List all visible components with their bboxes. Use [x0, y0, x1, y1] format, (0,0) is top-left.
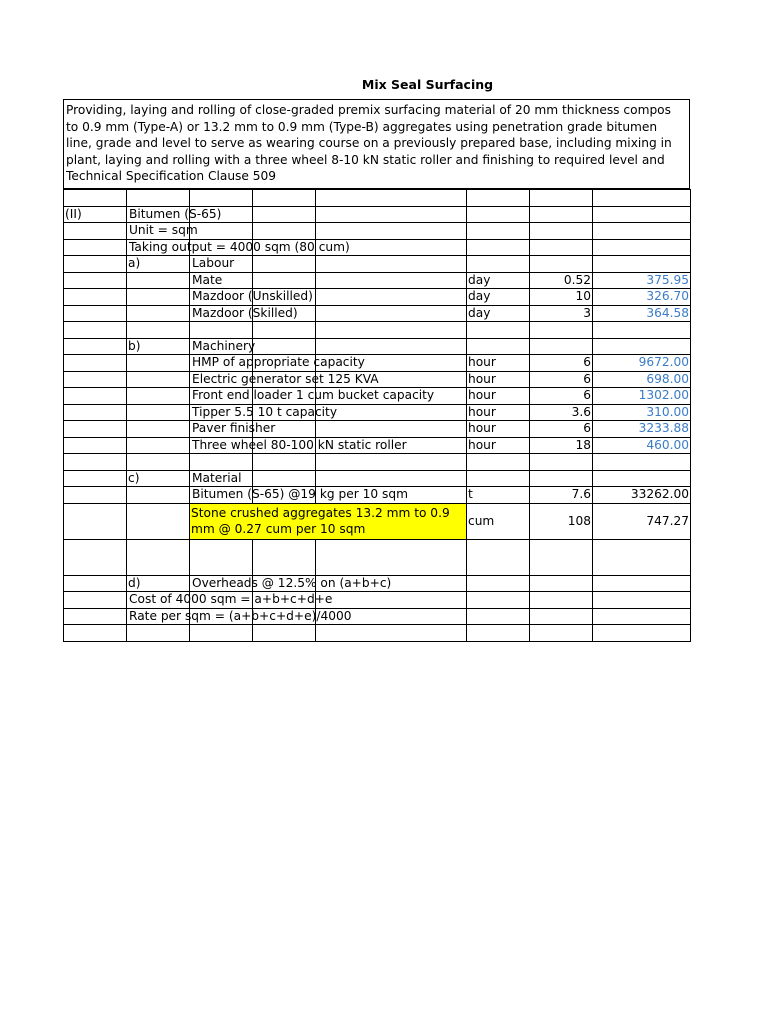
item-unit: hour	[467, 404, 530, 421]
table-row	[64, 272, 691, 289]
unit-cell	[127, 223, 198, 240]
machinery-heading-cell	[190, 338, 256, 355]
section-name-cell	[127, 206, 222, 223]
section-id: (II)	[64, 206, 127, 223]
item-qty: 10	[530, 289, 593, 306]
item-unit: cum	[467, 503, 530, 539]
description-line: Technical Specification Clause 509	[66, 169, 277, 183]
table-row	[64, 404, 691, 421]
table-row	[64, 289, 691, 306]
item-name: Mate	[192, 272, 223, 287]
item-cell	[190, 289, 313, 306]
item-unit: day	[467, 272, 530, 289]
table-row	[64, 355, 691, 372]
item-cell	[190, 355, 365, 372]
item-name: Front end loader 1 cum bucket capacity	[192, 388, 435, 402]
item-unit: t	[467, 487, 530, 504]
table-row	[64, 206, 691, 223]
item-qty: 7.6	[530, 487, 593, 504]
output-cell	[127, 239, 350, 256]
item-rate: 9672.00	[593, 355, 691, 372]
item-unit: day	[467, 305, 530, 322]
highlighted-item: Stone crushed aggregates 13.2 mm to 0.9 mm @ 0.27 cum per 10 sqm	[190, 503, 467, 539]
item-qty: 6	[530, 421, 593, 438]
item-qty: 18	[530, 437, 593, 454]
table-row	[64, 575, 691, 592]
cost-cell	[127, 592, 333, 609]
item-qty: 6	[530, 371, 593, 388]
item-name: Bitumen (S-65) @19 kg per 10 sqm	[192, 487, 408, 501]
item-qty: 0.52	[530, 272, 593, 289]
rate-analysis-table	[63, 189, 691, 642]
rate-cell	[127, 608, 352, 625]
item-rate: 375.95	[593, 272, 691, 289]
table-row	[64, 487, 691, 504]
item-unit: hour	[467, 371, 530, 388]
item-rate: 33262.00	[593, 487, 691, 504]
table-row	[64, 190, 691, 207]
item-qty: 6	[530, 388, 593, 405]
table-row	[64, 305, 691, 322]
item-name: Tipper 5.5 10 t capacity	[192, 404, 338, 419]
table-row	[64, 592, 691, 609]
item-rate: 1302.00	[593, 388, 691, 405]
unit-text: Unit = sqm	[129, 223, 198, 237]
item-cell	[190, 305, 298, 322]
item-name: Paver finisher	[192, 421, 276, 435]
item-name: Mazdoor (Unskilled)	[192, 289, 313, 303]
page-title: Mix Seal Surfacing	[361, 77, 494, 92]
table-row	[64, 256, 691, 273]
rate-per-sqm-text: Rate per sqm = (a+b+c+d+e)/4000	[129, 608, 352, 623]
item-qty: 3	[530, 305, 593, 322]
item-qty: 3.6	[530, 404, 593, 421]
table-row	[64, 625, 691, 642]
item-rate: 747.27	[593, 503, 691, 539]
item-cell	[190, 388, 435, 405]
item-name: Mazdoor (Skilled)	[192, 305, 298, 320]
output-text: Taking output = 4000 sqm (80 cum)	[129, 239, 350, 254]
table-row	[64, 437, 691, 454]
item-qty: 108	[530, 503, 593, 539]
item-unit: hour	[467, 388, 530, 405]
table-row	[64, 388, 691, 405]
item-cell	[190, 487, 408, 504]
table-row	[64, 223, 691, 240]
item-unit: hour	[467, 355, 530, 372]
material-key: c)	[127, 470, 190, 487]
item-description	[63, 99, 690, 189]
overheads-key: d)	[127, 575, 190, 592]
table-row	[64, 371, 691, 388]
item-rate: 310.00	[593, 404, 691, 421]
labour-heading: Labour	[192, 256, 235, 270]
item-unit: day	[467, 289, 530, 306]
item-rate: 698.00	[593, 371, 691, 388]
table-row	[64, 539, 691, 575]
description-line: Providing, laying and rolling of close-graded premix surfacing material of 20 mm thickness compos	[66, 103, 671, 117]
machinery-heading: Machinery	[192, 338, 256, 353]
labour-heading-cell	[190, 256, 253, 273]
overheads-cell	[190, 575, 392, 592]
material-heading-cell	[190, 470, 253, 487]
table-row	[64, 421, 691, 438]
item-name: Three wheel 80-100 kN static roller	[192, 437, 407, 452]
section-name: Bitumen (S-65)	[129, 206, 222, 221]
material-heading: Material	[192, 470, 242, 485]
overheads-text: Overheads @ 12.5% on (a+b+c)	[192, 575, 392, 590]
item-name: HMP of appropriate capacity	[192, 355, 365, 369]
item-name: Electric generator set 125 KVA	[192, 371, 379, 386]
table-row	[64, 239, 691, 256]
table-row	[64, 454, 691, 471]
cost-text: Cost of 4000 sqm = a+b+c+d+e	[129, 592, 333, 606]
item-cell	[190, 371, 379, 388]
item-rate: 364.58	[593, 305, 691, 322]
machinery-key: b)	[127, 338, 190, 355]
table-row	[64, 322, 691, 339]
description-line: to 0.9 mm (Type-A) or 13.2 mm to 0.9 mm (Type-B) aggregates using penetration grade bitumen	[66, 119, 658, 134]
item-unit: hour	[467, 437, 530, 454]
item-cell	[190, 421, 276, 438]
item-rate: 3233.88	[593, 421, 691, 438]
item-cell	[190, 404, 338, 421]
table-row	[64, 608, 691, 625]
item-rate: 460.00	[593, 437, 691, 454]
item-cell	[190, 437, 407, 454]
description-line: line, grade and level to serve as wearing course on a previously prepared base, including mixing in	[66, 136, 672, 150]
description-line: plant, laying and rolling with a three wheel 8-10 kN static roller and finishing to required level and	[66, 152, 665, 167]
table-row	[64, 338, 691, 355]
item-qty: 6	[530, 355, 593, 372]
table-row	[64, 503, 691, 539]
labour-key: a)	[127, 256, 190, 273]
item-cell	[190, 272, 253, 289]
table-row	[64, 470, 691, 487]
item-unit: hour	[467, 421, 530, 438]
item-rate: 326.70	[593, 289, 691, 306]
